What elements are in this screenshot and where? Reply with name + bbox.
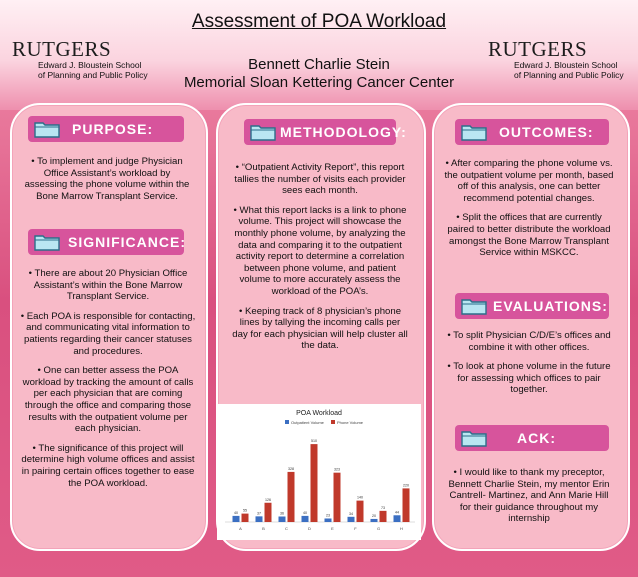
folder-icon (461, 297, 487, 315)
rutgers-logo-right (488, 38, 624, 80)
ack-title: ACK: (517, 430, 556, 446)
significance-title: SIGNIFICANCE: (68, 234, 186, 250)
logo-subtitle-line1: Edward J. Bloustein School (514, 60, 618, 70)
legend-phone: Phone Volume (337, 420, 364, 425)
logo-wordmark: RUTGERS (12, 37, 112, 61)
significance-item: • There are about 20 Physician Office Assistant’s within the Bone Marrow Transplant Service. (28, 268, 188, 303)
purpose-item: • To implement and judge Physician Office Assistant’s workload by assessing the phone volume within the Bone Marrow Transplant Service. (24, 156, 190, 202)
evaluations-item: • To split Physician C/D/E’s offices and combine it with other offices. (447, 330, 611, 353)
legend-swatch-outpatient (285, 420, 289, 424)
outcomes-item: • After comparing the phone volume vs. the outpatient volume per month, based off of this analysis, one can better recommend potential changes. (444, 158, 614, 204)
outpatient-bar-h (394, 515, 401, 522)
data-label: 23 (326, 513, 330, 518)
outpatient-bar-c (279, 517, 286, 522)
poa-workload-chart (217, 404, 421, 540)
ack-item: • I would like to thank my preceptor, Bennett Charlie Stein, my mentor Erin Cantrell- Martinez, and Ann Marie Hill for their guidance throughout my internship (448, 467, 610, 525)
methodology-item: • Keeping track of 8 physician’s phone lines by tallying the incoming calls per day for each physician will help cluster all the data. (232, 305, 408, 352)
x-tick-label: H (400, 526, 403, 531)
significance-heading (28, 229, 184, 255)
data-label: 510 (311, 439, 317, 444)
data-label: 20 (372, 513, 376, 518)
phone-bar-g (380, 511, 387, 522)
chart-title: POA Workload (296, 410, 342, 417)
logo-wordmark: RUTGERS (488, 37, 588, 61)
outpatient-bar-b (256, 516, 263, 522)
x-tick-label: E (331, 526, 334, 531)
legend-swatch-phone (331, 420, 335, 424)
data-label: 44 (395, 510, 399, 515)
ack-text (444, 467, 614, 533)
data-label: 36 (280, 511, 284, 516)
data-label: 55 (243, 508, 247, 513)
logo-subtitle-line2: of Planning and Public Policy (38, 70, 148, 80)
data-label: 126 (265, 497, 271, 502)
data-label: 323 (334, 467, 340, 472)
methodology-title: METHODOLOGY: (280, 124, 407, 140)
methodology-item: • What this report lacks is a link to phone volume. This project will showcase the monthly phone volume, by analyzing the data and comparing it to the outpatient activity report to determine a correlation between phone volume, and patient volume to more accurately assess the workload of the POA’s. (233, 204, 407, 297)
x-tick-label: G (376, 526, 381, 531)
data-label: 328 (288, 466, 294, 471)
folder-icon (250, 123, 276, 141)
x-tick-label: A (239, 526, 242, 531)
bars-group (233, 439, 410, 531)
folder-icon (34, 120, 60, 138)
x-tick-label: F (354, 526, 357, 531)
significance-item: • Each POA is responsible for contacting, and communicating vital information to patients regarding their cancer statuses and procedures. (20, 310, 196, 357)
outpatient-bar-f (348, 517, 355, 522)
phone-bar-e (334, 473, 341, 522)
outcomes-item: • Split the offices that are currently paired to better distribute the workload amongst the Bone Marrow Transplant Service within MSKCC. (447, 212, 611, 259)
purpose-text (22, 156, 192, 210)
author-name: Bennett Charlie Stein (248, 56, 390, 73)
purpose-heading (28, 116, 184, 142)
evaluations-text (444, 330, 614, 404)
significance-item: • The significance of this project will determine high volume offices and assist in pairing certain offices together to ease the POA workload. (21, 442, 195, 489)
folder-icon (461, 429, 487, 447)
x-tick-label: C (285, 526, 288, 531)
phone-bar-b (265, 503, 272, 522)
poster-title: Assessment of POA Workload (191, 11, 447, 32)
folder-icon (461, 123, 487, 141)
outpatient-bar-e (325, 518, 332, 522)
data-label: 73 (381, 505, 385, 510)
legend-outpatient: Outpatient Volume (291, 420, 324, 425)
rutgers-logo-left (12, 38, 148, 80)
outcomes-text (444, 158, 614, 267)
phone-bar-c (288, 472, 295, 522)
data-label: 40 (234, 510, 238, 515)
methodology-heading (244, 119, 407, 145)
x-tick-label: D (308, 526, 311, 531)
evaluations-heading (455, 293, 609, 319)
logo-subtitle-line2: of Planning and Public Policy (514, 70, 624, 80)
evaluations-item: • To look at phone volume in the future for assessing which offices to pair together. (447, 361, 611, 396)
poster-header (0, 0, 638, 110)
data-label: 140 (357, 495, 363, 500)
phone-bar-a (242, 514, 249, 522)
outpatient-bar-d (302, 516, 309, 522)
logo-subtitle-line1: Edward J. Bloustein School (38, 60, 142, 70)
methodology-item: • “Outpatient Activity Report”, this report tallies the number of visits each provider sees each month. (234, 162, 406, 197)
chart-canvas (217, 404, 421, 540)
methodology-text (232, 162, 408, 360)
phone-bar-d (311, 444, 318, 522)
data-label: 37 (257, 511, 261, 516)
outcomes-heading (455, 119, 609, 145)
ack-heading (455, 425, 609, 451)
data-label: 40 (303, 510, 307, 515)
purpose-title: PURPOSE: (72, 121, 154, 137)
organization-name: Memorial Sloan Kettering Cancer Center (183, 74, 455, 91)
x-tick-label: B (262, 526, 265, 531)
phone-bar-f (357, 501, 364, 522)
data-label: 220 (403, 483, 409, 488)
significance-text (20, 268, 196, 497)
folder-icon (34, 233, 60, 251)
data-label: 34 (349, 511, 353, 516)
evaluations-title: EVALUATIONS: (493, 298, 608, 314)
phone-bar-h (403, 488, 410, 522)
outpatient-bar-g (371, 519, 378, 522)
significance-item: • One can better assess the POA workload by tracking the amount of calls per each physician that are coming through the office and comparing those results with the outpatient volume per each physician. (22, 365, 194, 435)
outpatient-bar-a (233, 516, 240, 522)
outcomes-title: OUTCOMES: (499, 124, 594, 140)
